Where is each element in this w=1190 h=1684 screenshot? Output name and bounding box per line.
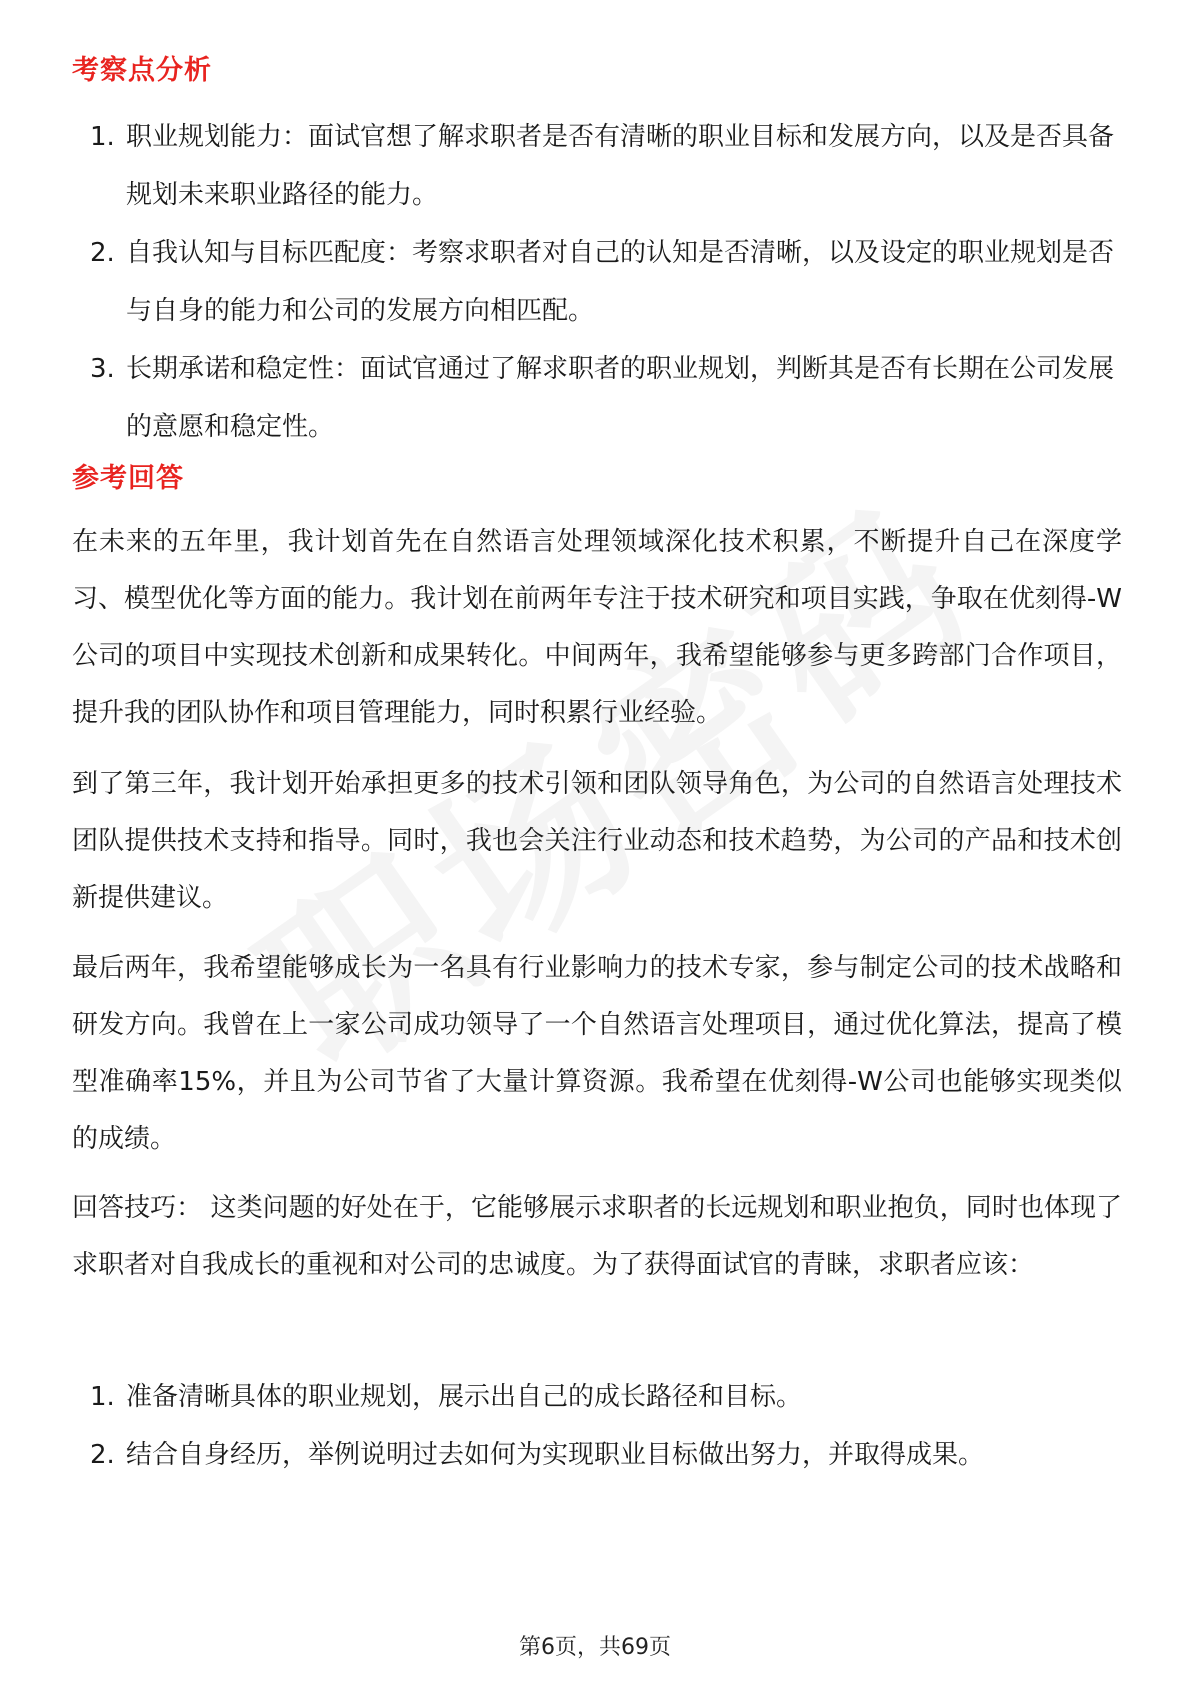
tips-paragraph: 回答技巧： 这类问题的好处在于，它能够展示求职者的长远规划和职业抱负，同时也体现了求职者对自我成长的重视和对公司的忠诚度。为了获得面试官的青睐，求职者应该： <box>72 1193 1122 1280</box>
tips-list <box>72 1368 1122 1484</box>
list-item <box>72 340 1122 456</box>
list-item <box>72 108 1122 224</box>
list-text: 准备清晰具体的职业规划，展示出自己的成长路径和目标。 <box>126 1382 803 1412</box>
list-item <box>72 1426 1122 1484</box>
list-item <box>72 1368 1122 1426</box>
list-number: 2. <box>90 238 115 268</box>
list-text: 自我认知与目标匹配度：考察求职者对自己的认知是否清晰，以及设定的职业规划是否与自身的能力和公司的发展方向相匹配。 <box>126 238 1115 326</box>
list-text: 长期承诺和稳定性：面试官通过了解求职者的职业规划，判断其是否有长期在公司发展的意愿和稳定性。 <box>126 354 1115 442</box>
answer-paragraph: 到了第三年，我计划开始承担更多的技术引领和团队领导角色，为公司的自然语言处理技术团队提供技术支持和指导。同时，我也会关注行业动态和技术趋势，为公司的产品和技术创新提供建议。 <box>72 769 1122 913</box>
answer-heading: 参考回答 <box>72 463 184 494</box>
answer-paragraph: 在未来的五年里，我计划首先在自然语言处理领域深化技术积累，不断提升自己在深度学习、模型优化等方面的能力。我计划在前两年专注于技术研究和项目实践，争取在优刻得-W公司的项目中实现技术创新和成果转化。中间两年，我希望能够参与更多跨部门合作项目，提升我的团队协作和项目管理能力，同时积累行业经验。 <box>72 527 1122 728</box>
list-text: 职业规划能力：面试官想了解求职者是否有清晰的职业目标和发展方向，以及是否具备规划未来职业路径的能力。 <box>126 122 1115 210</box>
answer-paragraph: 最后两年，我希望能够成长为一名具有行业影响力的技术专家，参与制定公司的技术战略和研发方向。我曾在上一家公司成功领导了一个自然语言处理项目，通过优化算法，提高了模型准确率15%，并且为公司节省了大量计算资源。我希望在优刻得-W公司也能够实现类似的成绩。 <box>72 953 1122 1154</box>
list-number: 1. <box>90 122 115 152</box>
list-number: 3. <box>90 354 115 384</box>
list-number: 2. <box>90 1440 115 1470</box>
analysis-list <box>72 108 1122 456</box>
list-number: 1. <box>90 1382 115 1412</box>
list-item <box>72 224 1122 340</box>
list-text: 结合自身经历，举例说明过去如何为实现职业目标做出努力，并取得成果。 <box>126 1440 985 1470</box>
page-number: 第6页，共69页 <box>519 1635 671 1660</box>
analysis-heading: 考察点分析 <box>72 55 212 86</box>
